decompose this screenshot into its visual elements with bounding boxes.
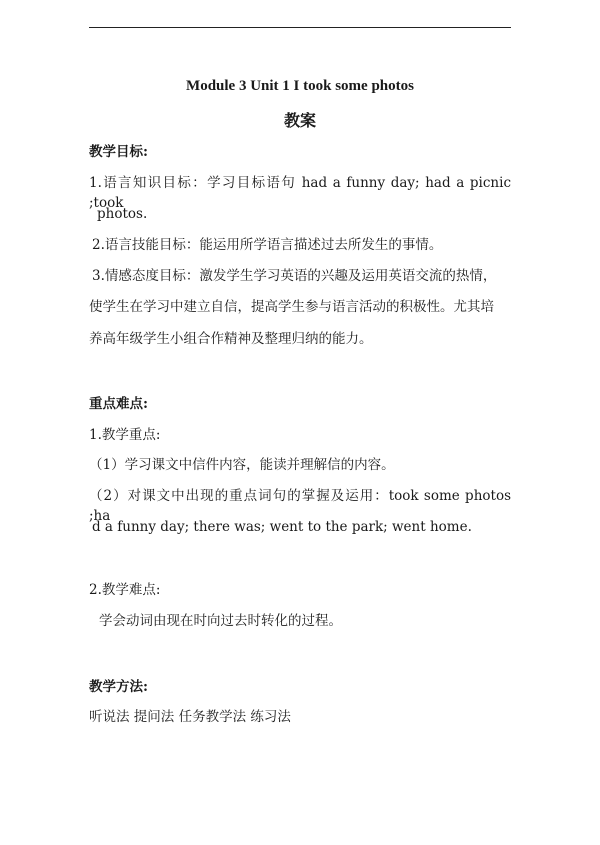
teaching-difficulty-item: 学会动词由现在时向过去时转化的过程。: [99, 613, 342, 629]
teaching-focus-item-2-cont: d a funny day; there was; went to the park; went home.: [92, 519, 472, 535]
objective-attitude-cont1: 使学生在学习中建立自信，提高学生参与语言活动的积极性。尤其培: [89, 299, 494, 315]
objective-knowledge: 1.语言知识目标：学习目标语句 had a funny day; had a picnic ;took: [89, 175, 511, 211]
objective-attitude-cont2: 养高年级学生小组合作精神及整理归纳的能力。: [89, 331, 373, 347]
page-subtitle: 教案: [283, 111, 316, 130]
objective-knowledge-cont: photos.: [97, 206, 148, 222]
teaching-focus-item-1: （1）学习课文中信件内容，能读并理解信的内容。: [89, 457, 395, 473]
key-points-heading: 重点难点:: [89, 396, 148, 412]
header-rule: [89, 27, 511, 28]
objective-skills: 2.语言技能目标：能运用所学语言描述过去所发生的事情。: [92, 237, 443, 253]
teaching-focus-label: 1.教学重点:: [89, 427, 161, 443]
page-title: Module 3 Unit 1 I took some photos: [186, 78, 414, 94]
objective-attitude: 3.情感态度目标：激发学生学习英语的兴趣及运用英语交流的热情，: [92, 268, 497, 284]
objectives-heading: 教学目标:: [89, 144, 148, 160]
methods-content: 听说法 提问法 任务教学法 练习法: [89, 709, 291, 725]
teaching-focus-item-2: （2）对课文中出现的重点词句的掌握及运用：took some photos ;ha: [89, 488, 511, 524]
teaching-difficulty-label: 2.教学难点:: [89, 582, 161, 598]
methods-heading: 教学方法:: [89, 679, 148, 695]
